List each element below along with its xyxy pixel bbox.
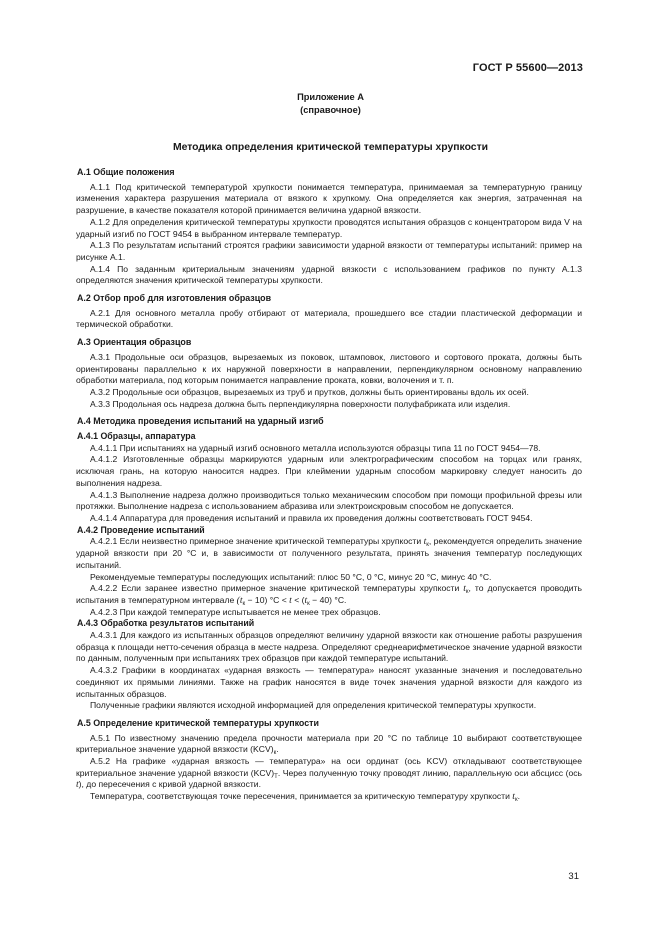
paragraph-a1-1: А.1.1 Под критической температурой хрупкости понимается температура, принимаемая за температурную границу изменения характера разрушения материала от вязкого к хрупкому. Она определяется как энергия, затраченная на разрушение, в качестве показателя которой принимается величина ударной вязкости.: [76, 181, 582, 216]
annex-main-title: Методика определения критической температуры хрупкости: [172, 142, 489, 153]
temperature-interval-formula: (t: [236, 594, 243, 606]
paragraph-a3-1: А.3.1 Продольные оси образцов, вырезаемых из поковок, штамповок, листового и сортового проката, должны быть ориентированы параллельно к их наружной поверхности в направлении, перпендикулярном основному направлению обработки материала, под которым понимается направление проката, ковки, волочения и т. п.: [76, 351, 582, 386]
subsection-heading-a4-1: А.4.1 Образцы, аппаратура: [77, 431, 196, 442]
paragraph-a4-2-2: А.4.2.2 Если заранее известно примерное значение критической температуры хрупкости $t_к$, то допускается проводить испытания в температурном интервале $(t_к - 10) ^\circ С < t < (t_к - 40)$ °С.: [76, 583, 582, 607]
subsection-heading-a4-3: А.4.3 Обработка результатов испытаний: [77, 618, 255, 629]
paragraph-recommended-temperatures: Рекомендуемые температуры последующих испытаний: плюс 50 °С, 0 °С, минус 20 °С, минус 40 °С.: [90, 571, 492, 582]
paragraph-a2-1: А.2.1 Для основного металла пробу отбирают от материала, прошедшего все стадии пластической деформации и термической обработки.: [76, 307, 582, 330]
page-number: 31: [568, 871, 579, 882]
paragraph-a4-1-1: А.4.1.1 При испытаниях на ударный изгиб основного металла используются образцы типа 11 по ГОСТ 9454—78.: [90, 442, 541, 453]
section-heading-a1: А.1 Общие положения: [77, 167, 175, 177]
paragraph-a4-1-2: А.4.1.2 Изготовленные образцы маркируются ударным или электрографическим способом на торцах или гранях, исключая грань, на которую наносится надрез. При клеймении ударным способом маркировку следует наносить до выполнения надреза.: [76, 454, 582, 488]
paragraph-a3-3: А.3.3 Продольная ось надреза должна быть перпендикулярна поверхности полуфабриката или изделия.: [90, 398, 511, 409]
paragraph-a4-3-1: А.4.3.1 Для каждого из испытанных образцов определяют величину ударной вязкости как отношение работы разрушения образца к площади нетто-сечения образца в месте надреза. Определяют среднеарифметическое значение ударной вязкости по данным, полученным при испытаниях трех образцов при каждой температуре испытаний.: [76, 630, 582, 664]
paragraph-a4-1-3: А.4.1.3 Выполнение надреза должно производиться только механическим способом при помощи профильной фрезы или протяжки. Выполнение надреза с использованием абразива или электроискровым способом не допускается.: [76, 489, 582, 512]
paragraph-a4-1-4: А.4.1.4 Аппаратура для проведения испытаний и правила их проведения должны соответствовать ГОСТ 9454.: [90, 512, 533, 523]
paragraph-a4-3-2: А.4.3.2 Графики в координатах «ударная вязкость — температура» наносят указанные значения и последовательно соединяют их прямыми линиями. Также на график наносятся в виде точек значения ударной вязкости для каждого из испытанных образцов.: [76, 665, 582, 699]
paragraph-a4-2-1: А.4.2.1 Если неизвестно примерное значение критической температуры хрупкости $t_к$, рекомендуется определить значение ударной вязкости при 20 °С и, в зависимости от полученного результата, принять значения температур последующих испытаний.: [76, 536, 582, 570]
section-heading-a4: А.4 Методика проведения испытаний на ударный изгиб: [77, 416, 324, 427]
paragraph-a4-3-3: Полученные графики являются исходной информацией для определения критической температуры хрупкости.: [90, 700, 537, 711]
paragraph-a4-2-3: А.4.2.3 При каждой температуре испытывается не менее трех образцов.: [90, 606, 381, 617]
section-heading-a5: А.5 Определение критической температуры хрупкости: [77, 717, 319, 728]
paragraph-a3-2: А.3.2 Продольные оси образцов, вырезаемых из труб и прутков, должны быть ориентированы вдоль их осей.: [90, 386, 529, 397]
section-heading-a3: А.3 Ориентация образцов: [77, 337, 192, 348]
paragraph-a5-1: А.5.1 По известному значению предела прочности материала при 20 °С по таблице 10 выбирают соответствующее критериальное значение ударной вязкости $(KCV)_к$.: [76, 732, 582, 757]
annex-subtitle: (справочное): [300, 104, 361, 115]
paragraph-a1-4: А.1.4 По заданным критериальным значениям ударной вязкости с использованием графиков по пункту А.1.3 определяются значения критической температуры хрупкости.: [76, 263, 582, 286]
annex-body: [76, 167, 582, 803]
paragraph-a1-2: А.1.2 Для определения критической температуры хрупкости проводятся испытания образцов с концентратором вида V на ударный изгиб по ГОСТ 9454 в выбранном интервале температур.: [76, 216, 582, 239]
document-code: ГОСТ Р 55600—2013: [472, 62, 583, 74]
paragraph-a5-2: А.5.2 На графике «ударная вязкость — температура» на оси ординат (ось KCV) откладывают соответствующее критериальное значение ударной вязкости $(KCV)_Т$. Через полученную точку проводят линию, параллельную оси абсцисс (ось t), до пересечения с кривой ударной вязкости.: [76, 756, 583, 791]
paragraph-a1-3: А.1.3 По результатам испытаний строятся графики зависимости ударной вязкости от температуры испытаний: пример на рисунке А.1.: [76, 240, 582, 262]
subsection-heading-a4-2: А.4.2 Проведение испытаний: [77, 524, 205, 535]
annex-title: Приложение А: [297, 92, 364, 102]
paragraph-a5-3: Температура, соответствующая точке пересечения, принимается за критическую температуру хрупкости $t_к$.: [90, 791, 520, 804]
annex-heading: [0, 91, 661, 116]
section-heading-a2: А.2 Отбор проб для изготовления образцов: [77, 293, 272, 304]
